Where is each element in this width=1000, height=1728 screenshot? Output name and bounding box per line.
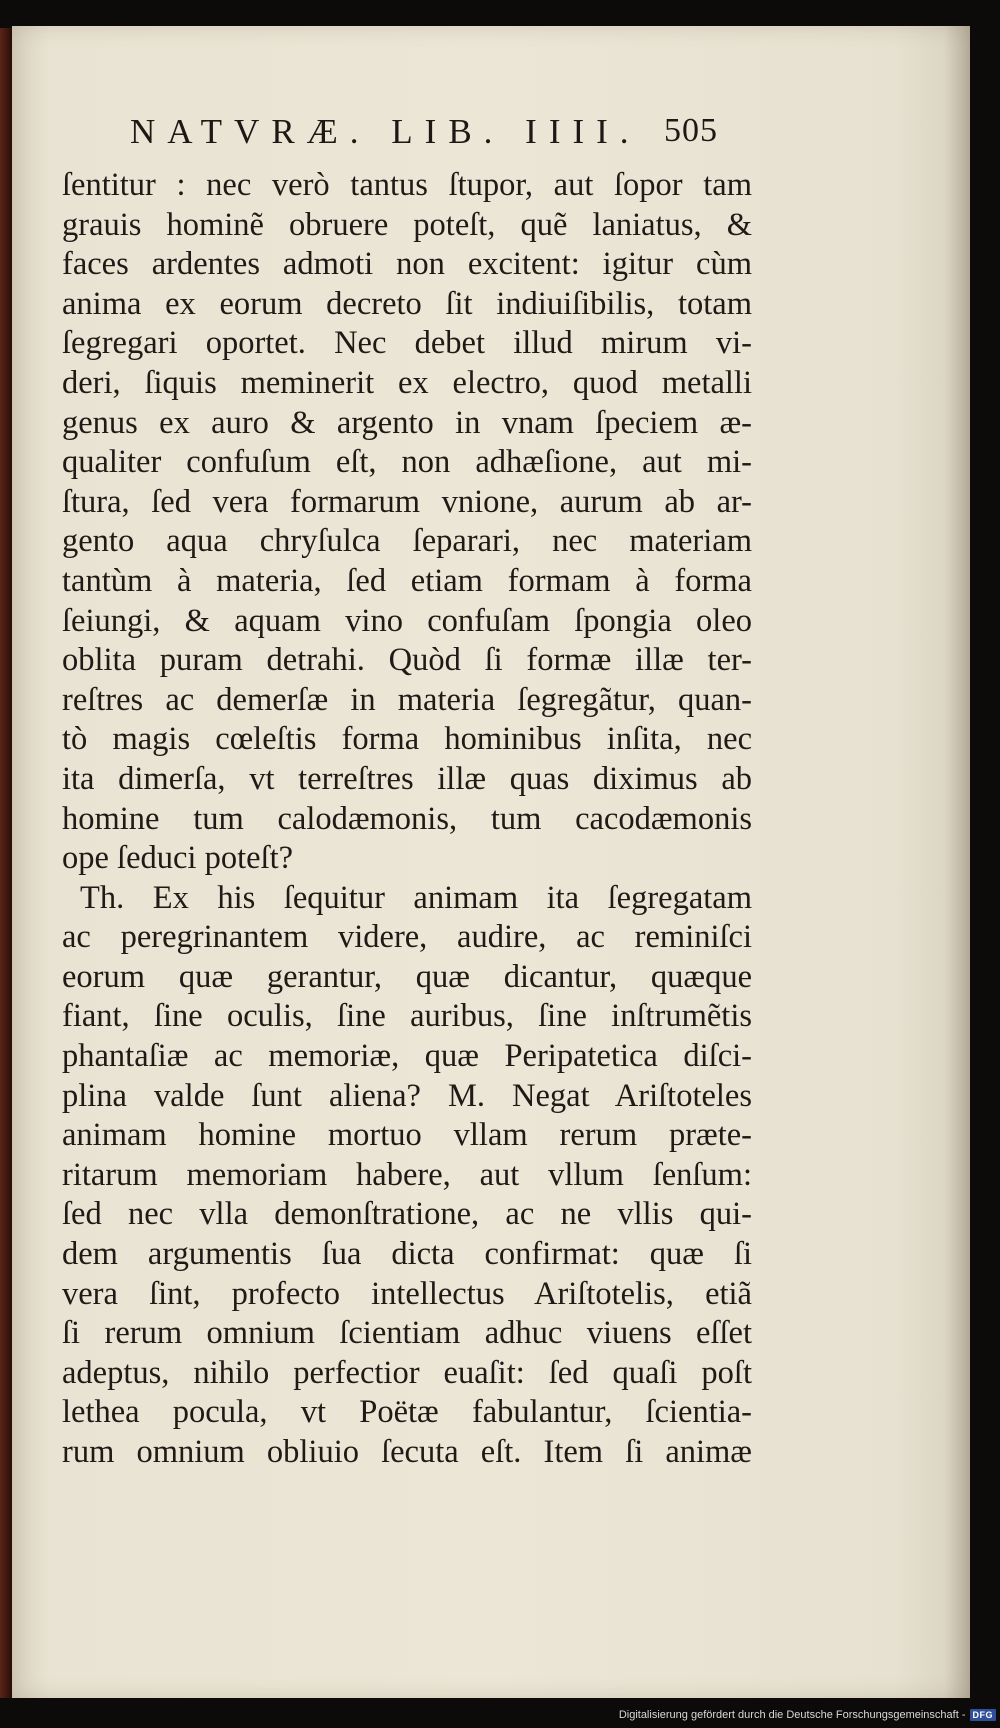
page-number: 505 [664,112,718,149]
page-gutter-shadow [944,26,970,1698]
text-line: anima ex eorum decreto ſit indiuiſibilis, totam [62,285,752,322]
text-line: deri, ſiquis meminerit ex electro, quod metalli [62,364,752,401]
text-line: oblita puram detrahi. Quòd ſi formæ illæ ter- [62,642,752,679]
text-line: qualiter confuſum eſt, non adhæſione, aut mi- [62,444,752,481]
digitization-credit [619,1706,996,1724]
text-line: ſi rerum omnium ſcientiam adhuc viuens eſſet [62,1315,752,1352]
text-line: phantaſiæ ac memoriæ, quæ Peripatetica diſci- [62,1038,752,1075]
text-line: tantùm à materia, ſed etiam formam à forma [62,562,752,599]
text-line: genus ex auro & argento in vnam ſpeciem æ- [62,404,752,441]
text-line: lethea pocula, vt Poëtæ fabulantur, ſcientia- [62,1394,752,1431]
text-line: adeptus, nihilo perfectior euaſit: ſed quaſi poſt [62,1354,752,1391]
text-line: dem argumentis ſua dicta confirmat: quæ ſi [62,1236,752,1273]
text-line: Th. Ex his ſequitur animam ita ſegregatam [80,879,752,916]
text-line: eorum quæ gerantur, quæ dicantur, quæque [62,958,752,995]
text-line: vera ſint, profecto intellectus Ariſtotelis, etiã [62,1275,752,1312]
text-line: reſtres ac demerſæ in materia ſegregãtur, quan- [62,681,752,718]
text-line: ritarum memoriam habere, aut vllum ſenſum: [62,1156,752,1193]
text-line: rum omnium obliuio ſecuta eſt. Item ſi animæ [62,1434,752,1470]
text-line: ope ſeduci poteſt? [62,840,294,877]
body-text [62,166,752,1473]
text-line: plina valde ſunt aliena? M. Negat Ariſtoteles [62,1077,752,1114]
dfg-logo: DFG [970,1709,997,1721]
text-line: faces ardentes admoti non excitent: igitur cùm [62,246,752,283]
text-line: ſentitur : nec verò tantus ſtupor, aut ſopor tam [62,167,752,203]
text-line: tò magis cœleſtis forma hominibus inſita, nec [62,721,752,758]
text-line: ita dimerſa, vt terreſtres illæ quas diximus ab [62,760,752,797]
text-line: gento aqua chryſulca ſeparari, nec materiam [62,523,752,560]
text-line: ſed nec vlla demonſtratione, ac ne vllis qui- [62,1196,752,1233]
text-line: fiant, ſine oculis, ſine auribus, ſine inſtrumẽtis [62,998,752,1035]
running-head: NATVRÆ. LIB. IIII. [130,112,641,151]
text-line: animam homine mortuo vllam rerum præte- [62,1117,752,1154]
text-line: ac peregrinantem videre, audire, ac reminiſci [62,919,752,956]
text-line: homine tum calodæmonis, tum cacodæmonis [62,800,752,837]
credit-text: Digitalisierung gefördert durch die Deutsche Forschungsgemeinschaft - [618,1709,966,1721]
text-line: ſeiungi, & aquam vino confuſam ſpongia oleo [62,602,752,639]
text-line: ſegregari oportet. Nec debet illud mirum vi- [62,325,752,362]
text-line: grauis hominẽ obruere poteſt, quẽ laniatus, & [62,206,752,243]
text-line: ſtura, ſed vera formarum vnione, aurum ab ar- [62,483,752,520]
